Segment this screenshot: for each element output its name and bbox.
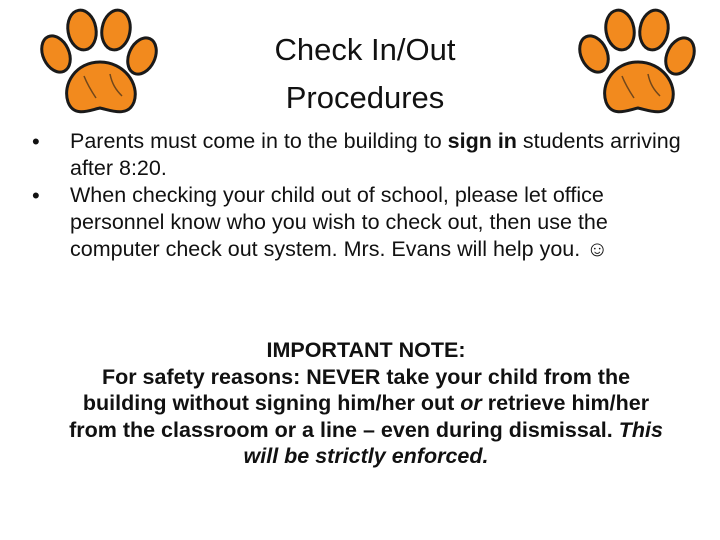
bullet-1-text-end: students arriving after 8:20. (70, 129, 681, 180)
paw-print-icon (574, 6, 702, 122)
important-note (60, 337, 672, 470)
smiley-icon: ☺ (586, 237, 609, 261)
page-title (200, 26, 530, 122)
procedure-list (32, 128, 692, 263)
title-line-2: Procedures (285, 80, 445, 115)
note-body (60, 364, 672, 470)
bullet-2-text: When checking your child out of school, please let office personnel know who you wish to check out, then use the computer check out system. Mrs. Evans will help you. (70, 183, 608, 261)
note-body-italic-or: or (460, 391, 482, 415)
note-body-part-2: retrieve him/her from the classroom or a line – even during dismissal. (69, 391, 650, 442)
bullet-1-text-start: Parents must come in to the building to (70, 129, 448, 153)
title-line-1: Check In/Out (274, 32, 456, 67)
sign-in-emphasis: sign in (447, 129, 517, 153)
note-heading: IMPORTANT NOTE: (266, 338, 466, 362)
note-body-enforced: This will be strictly enforced. (243, 417, 663, 468)
paw-print-icon (36, 6, 164, 122)
note-body-part-1: For safety reasons: NEVER take your child from the building without signing him/her out (82, 364, 631, 415)
list-item (32, 182, 692, 263)
list-item (32, 128, 692, 182)
